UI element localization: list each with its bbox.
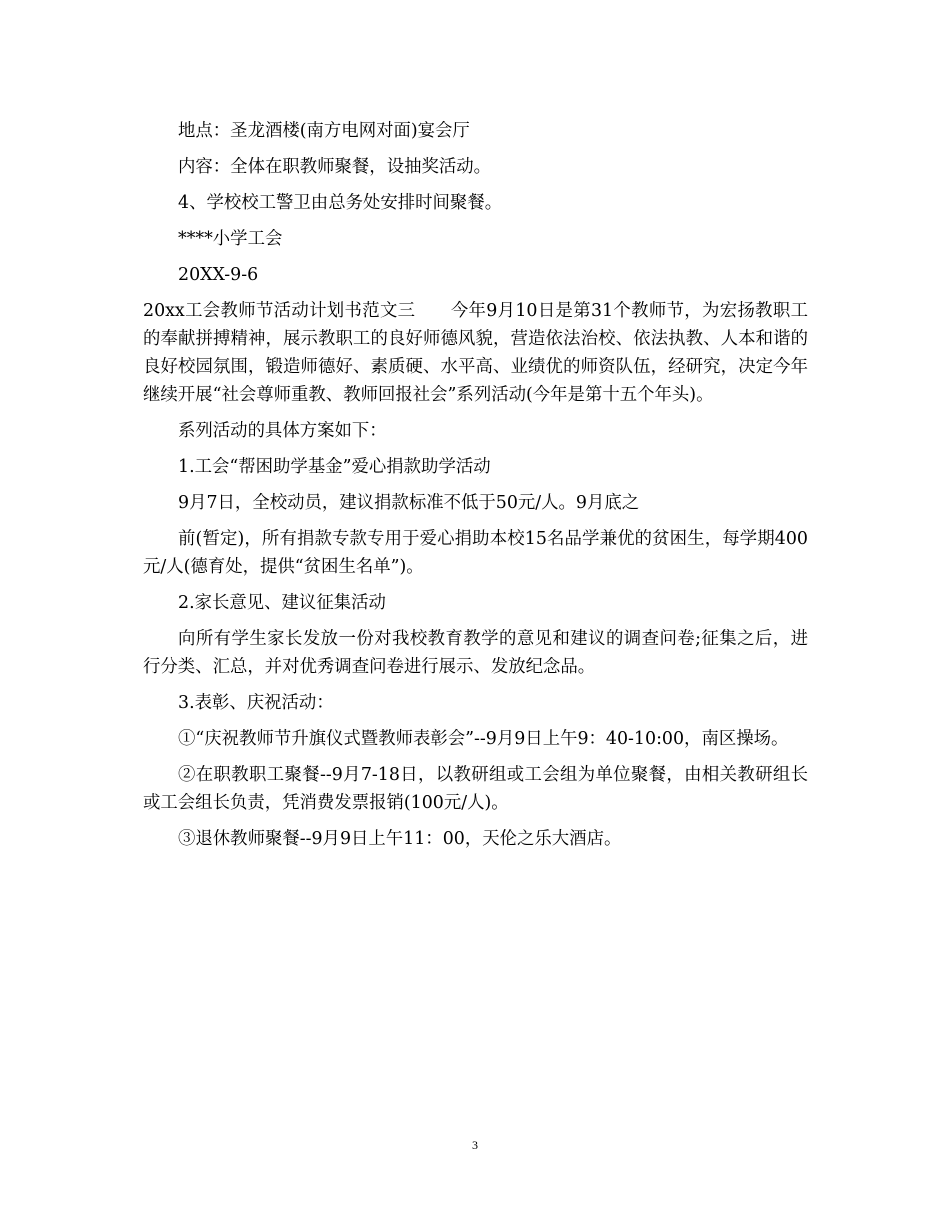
paragraph-item-1-heading: 1.工会“帮困助学基金”爱心捐款助学活动 [178, 457, 491, 477]
paragraph-location: 地点：圣龙酒楼(南方电网对面)宴会厅 [178, 121, 470, 141]
document-body [143, 117, 808, 861]
paragraph-series-heading: 系列活动的具体方案如下： [178, 421, 387, 441]
paragraph-item-2-heading: 2.家长意见、建议征集活动 [178, 593, 386, 613]
paragraph-date: 20XX-9-6 [178, 265, 259, 285]
paragraph-item-2-detail: 向所有学生家长发放一份对我校教育教学的意见和建议的调查问卷;征集之后，进行分类、汇总，并对优秀调查问卷进行展示、发放纪念品。 [143, 629, 808, 677]
page-number: 3 [472, 1138, 478, 1152]
paragraph-item-3-ceremony: ①“庆祝教师节升旗仪式暨教师表彰会”--9月9日上午9：40-10:00，南区操场。 [178, 729, 789, 749]
paragraph-item-3-staff-dinner: ②在职教职工聚餐--9月7-18日，以教研组或工会组为单位聚餐，由相关教研组长或工会组长负责，凭消费发票报销(100元/人)。 [143, 765, 808, 813]
paragraph-staff-dinner: 4、学校校工警卫由总务处安排时间聚餐。 [178, 193, 503, 213]
paragraph-item-3-retiree-dinner: ③退休教师聚餐--9月9日上午11：00，天伦之乐大酒店。 [178, 829, 622, 849]
paragraph-item-1-date: 9月7日，全校动员，建议捐款标准不低于50元/人。9月底之 [178, 493, 640, 513]
paragraph-item-1-detail: 前(暂定)，所有捐款专款专用于爱心捐助本校15名品学兼优的贫困生，每学期400元/人(德育处，提供“贫困生名单”)。 [143, 529, 808, 577]
paragraph-content: 内容：全体在职教师聚餐，设抽奖活动。 [178, 157, 492, 177]
paragraph-item-3-heading: 3.表彰、庆祝活动： [178, 693, 334, 713]
paragraph-union-signature: ****小学工会 [178, 229, 283, 249]
paragraph-plan-three-intro: 20xx工会教师节活动计划书范文三 今年9月10日是第31个教师节，为宏扬教职工的奉献拼搏精神，展示教职工的良好师德风貌，营造依法治校、依法执教、人本和谐的良好校园氛围，锻造师德好、素质硬、水平高、业绩优的师资队伍，经研究，决定今年继续开展“社会尊师重教、教师回报社会”系列活动(今年是第十五个年头)。 [143, 301, 808, 405]
